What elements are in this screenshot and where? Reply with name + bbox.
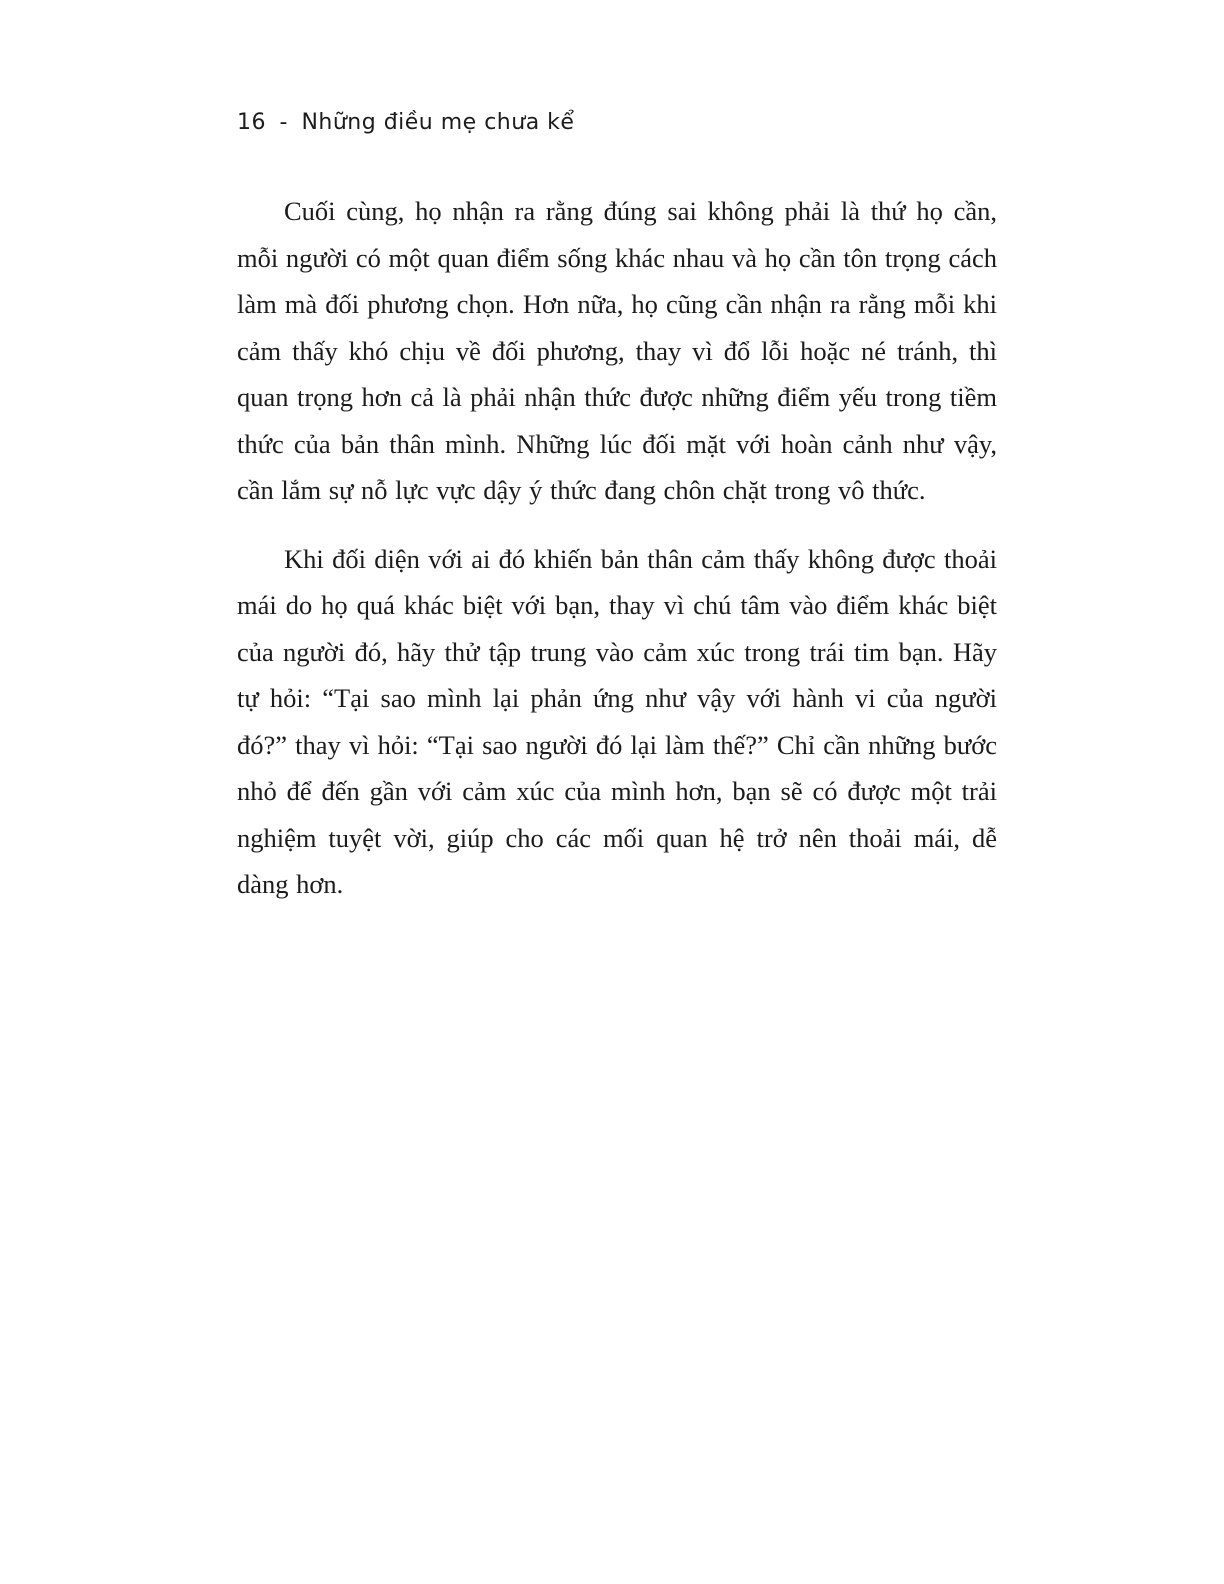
page-number: 16 bbox=[237, 110, 266, 135]
page-body bbox=[237, 188, 997, 930]
header-separator: - bbox=[279, 110, 288, 135]
running-header bbox=[237, 110, 997, 135]
paragraph: Khi đối diện với ai đó khiến bản thân cảm thấy không được thoải mái do họ quá khác biệt với bạn, thay vì chú tâm vào điểm khác biệt của người đó, hãy thử tập trung vào cảm xúc trong trái tim bạn. Hãy tự hỏi: “Tại sao mình lại phản ứng như vậy với hành vi của người đó?” thay vì hỏi: “Tại sao người đó lại làm thế?” Chỉ cần những bước nhỏ để đến gần với cảm xúc của mình hơn, bạn sẽ có được một trải nghiệm tuyệt vời, giúp cho các mối quan hệ trở nên thoải mái, dễ dàng hơn. bbox=[237, 543, 997, 899]
paragraph: Cuối cùng, họ nhận ra rằng đúng sai không phải là thứ họ cần, mỗi người có một quan điểm sống khác nhau và họ cần tôn trọng cách làm mà đối phương chọn. Hơn nữa, họ cũng cần nhận ra rằng mỗi khi cảm thấy khó chịu về đối phương, thay vì đổ lỗi hoặc né tránh, thì quan trọng hơn cả là phải nhận thức được những điểm yếu trong tiềm thức của bản thân mình. Những lúc đối mặt với hoàn cảnh như vậy, cần lắm sự nỗ lực vực dậy ý thức đang chôn chặt trong vô thức. bbox=[237, 196, 997, 505]
book-title: Những điều mẹ chưa kể bbox=[301, 110, 575, 135]
